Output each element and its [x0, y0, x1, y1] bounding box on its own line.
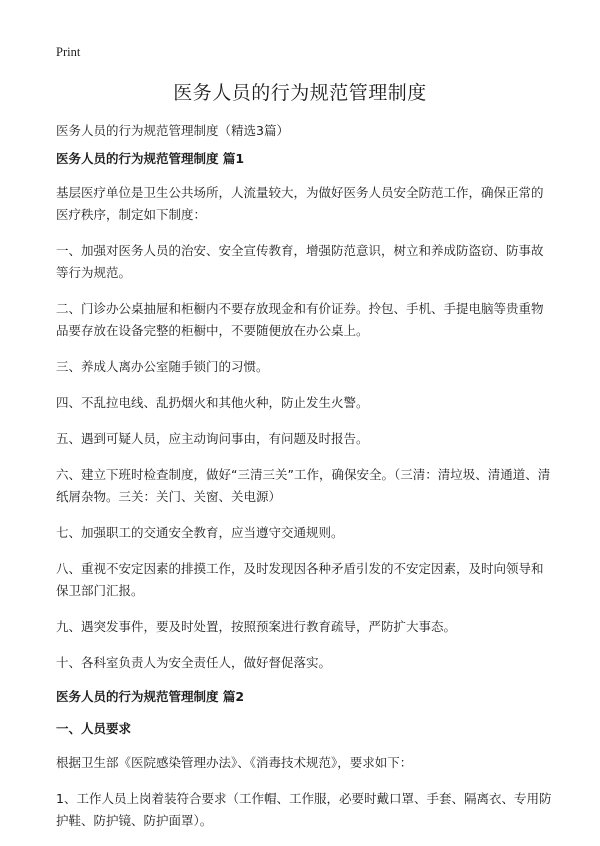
paragraph: 三、养成人离办公室随手锁门的习惯。 [56, 359, 269, 374]
paragraph: 六、建立下班时检查制度，做好“三清三关”工作，确保安全。（三清：清垃圾、清通道、清纸屑杂物。三关：关门、关窗、关电源） [56, 467, 551, 504]
subsection-heading: 一、人员要求 [56, 721, 132, 736]
paragraph: 1、工作人员上岗着装符合要求（工作帽、工作服，必要时戴口罩、手套、隔离衣、专用防护鞋、防护镜、防护面罩）。 [56, 791, 552, 828]
paragraph: 五、遇到可疑人员，应主动询问事由，有问题及时报告。 [56, 431, 369, 446]
page-title: 医务人员的行为规范管理制度 [173, 82, 427, 104]
paragraph: 一、加强对医务人员的治安、安全宣传教育，增强防范意识，树立和养成防盗窃、防事故等行为规范。 [56, 243, 544, 280]
paragraph: 四、不乱拉电线、乱扔烟火和其他火种，防止发生火警。 [56, 395, 369, 410]
print-link[interactable]: Print [56, 45, 81, 59]
document-subtitle: 医务人员的行为规范管理制度（精选3篇） [56, 123, 289, 138]
paragraph: 十、各科室负责人为安全责任人，做好督促落实。 [56, 655, 332, 670]
paragraph: 二、门诊办公桌抽屉和柜橱内不要存放现金和有价证券。拎包、手机、手提电脑等贵重物品要存放在设备完整的柜橱中，不要随便放在办公桌上。 [56, 301, 544, 338]
paragraph: 七、加强职工的交通安全教育，应当遵守交通规则。 [56, 525, 344, 540]
paragraph: 九、遇突发事件，要及时处置，按照预案进行教育疏导，严防扩大事态。 [56, 619, 457, 634]
section-heading: 医务人员的行为规范管理制度 篇1 [56, 151, 245, 166]
paragraph: 根据卫生部《医院感染管理办法》、《消毒技术规范》，要求如下： [56, 755, 413, 770]
article-body [56, 150, 552, 846]
paragraph: 基层医疗单位是卫生公共场所，人流量较大，为做好医务人员安全防范工作，确保正常的医疗秩序，制定如下制度： [56, 185, 544, 222]
paragraph: 八、重视不安定因素的排摸工作，及时发现因各种矛盾引发的不安定因素，及时向领导和保卫部门汇报。 [56, 561, 544, 598]
section-heading: 医务人员的行为规范管理制度 篇2 [56, 689, 245, 704]
